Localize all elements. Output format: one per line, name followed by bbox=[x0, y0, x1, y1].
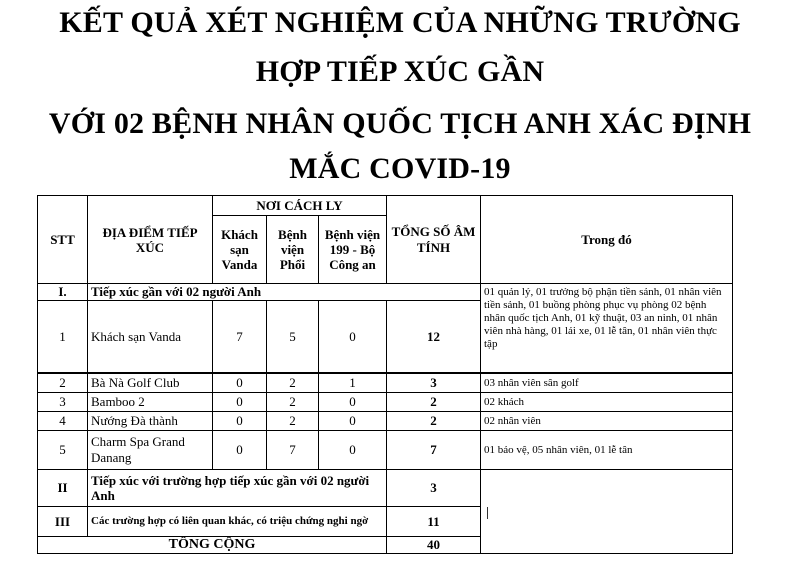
title-line-1: KẾT QUẢ XÉT NGHIỆM CỦA NHỮNG TRƯỜNG bbox=[59, 6, 741, 39]
row-vanda: 7 bbox=[213, 301, 267, 373]
row-bv199: 0 bbox=[319, 393, 387, 412]
row-stt: 4 bbox=[38, 412, 88, 431]
empty-detail-cell bbox=[481, 470, 733, 554]
section-row-1 bbox=[38, 284, 733, 301]
row-total: 3 bbox=[387, 374, 481, 393]
detail-cell: 01 quản lý, 01 trưởng bộ phận tiền sảnh, 01 nhân viên tiền sảnh, 01 buồng phòng phục vụ phòng 02 bệnh nhân quốc tịch Anh, 01 kỹ thuật, 03 an ninh, 01 nhân viên nhà hàng, 01 lái xe, 01 lễ tân, 01 nhân viên thực tập bbox=[481, 284, 733, 373]
row-total: 12 bbox=[387, 301, 481, 373]
row-total: 2 bbox=[387, 412, 481, 431]
section-row-2 bbox=[38, 470, 733, 507]
section-total: 11 bbox=[387, 507, 481, 537]
section-label: Tiếp xúc gần với 02 người Anh bbox=[88, 284, 481, 301]
row-vanda: 0 bbox=[213, 431, 267, 470]
row-detail: 03 nhân viên sân golf bbox=[481, 374, 733, 393]
header-vanda: Khách sạn Vanda bbox=[213, 216, 267, 284]
row-location: Bà Nà Golf Club bbox=[88, 374, 213, 393]
row-detail: 02 nhân viên bbox=[481, 412, 733, 431]
title-line-3: VỚI 02 BỆNH NHÂN QUỐC TỊCH ANH XÁC ĐỊNH bbox=[48, 107, 752, 140]
results-table bbox=[37, 195, 733, 373]
row-bv199: 0 bbox=[319, 431, 387, 470]
row-total: 7 bbox=[387, 431, 481, 470]
row-phoi: 2 bbox=[267, 412, 319, 431]
row-bv199: 0 bbox=[319, 301, 387, 373]
grand-total-value: 40 bbox=[387, 537, 481, 554]
row-vanda: 0 bbox=[213, 412, 267, 431]
table-row bbox=[38, 412, 733, 431]
header-location: ĐỊA ĐIỂM TIẾP XÚC bbox=[88, 196, 213, 284]
header-bv199: Bệnh viện 199 - Bộ Công an bbox=[319, 216, 387, 284]
table-row bbox=[38, 374, 733, 393]
row-total: 2 bbox=[387, 393, 481, 412]
table-row bbox=[38, 393, 733, 412]
header-detail: Trong đó bbox=[481, 196, 733, 284]
results-table-lower bbox=[37, 373, 733, 554]
row-vanda: 0 bbox=[213, 393, 267, 412]
row-detail: 01 bảo vệ, 05 nhân viên, 01 lễ tân bbox=[481, 431, 733, 470]
section-id: I. bbox=[38, 284, 88, 301]
row-stt: 1 bbox=[38, 301, 88, 373]
row-location: Bamboo 2 bbox=[88, 393, 213, 412]
section-total: 3 bbox=[387, 470, 481, 507]
section-label: Các trường hợp có liên quan khác, có triệu chứng nghi ngờ bbox=[88, 507, 387, 537]
row-location: Charm Spa Grand Danang bbox=[88, 431, 213, 470]
row-vanda: 0 bbox=[213, 374, 267, 393]
section-id: III bbox=[38, 507, 88, 537]
grand-total-label: TỔNG CỘNG bbox=[38, 537, 387, 554]
section-id: II bbox=[38, 470, 88, 507]
title-line-2: HỢP TIẾP XÚC GẦN bbox=[255, 55, 545, 88]
text-cursor-icon bbox=[487, 507, 488, 519]
row-location: Khách sạn Vanda bbox=[88, 301, 213, 373]
table-row bbox=[38, 431, 733, 470]
title-line-4: MẮC COVID-19 bbox=[289, 152, 511, 185]
header-stt: STT bbox=[38, 196, 88, 284]
header-total-negative: TỔNG SỐ ÂM TÍNH bbox=[387, 196, 481, 284]
row-bv199: 1 bbox=[319, 374, 387, 393]
section-label: Tiếp xúc với trường hợp tiếp xúc gần với 02 người Anh bbox=[88, 470, 387, 507]
row-stt: 3 bbox=[38, 393, 88, 412]
row-stt: 5 bbox=[38, 431, 88, 470]
row-phoi: 2 bbox=[267, 393, 319, 412]
row-phoi: 7 bbox=[267, 431, 319, 470]
row-detail: 02 khách bbox=[481, 393, 733, 412]
header-phoi: Bệnh viện Phổi bbox=[267, 216, 319, 284]
row-location: Nướng Đà thành bbox=[88, 412, 213, 431]
row-stt: 2 bbox=[38, 374, 88, 393]
row-bv199: 0 bbox=[319, 412, 387, 431]
header-isolation-place: NƠI CÁCH LY bbox=[213, 196, 387, 216]
row-phoi: 2 bbox=[267, 374, 319, 393]
row-phoi: 5 bbox=[267, 301, 319, 373]
